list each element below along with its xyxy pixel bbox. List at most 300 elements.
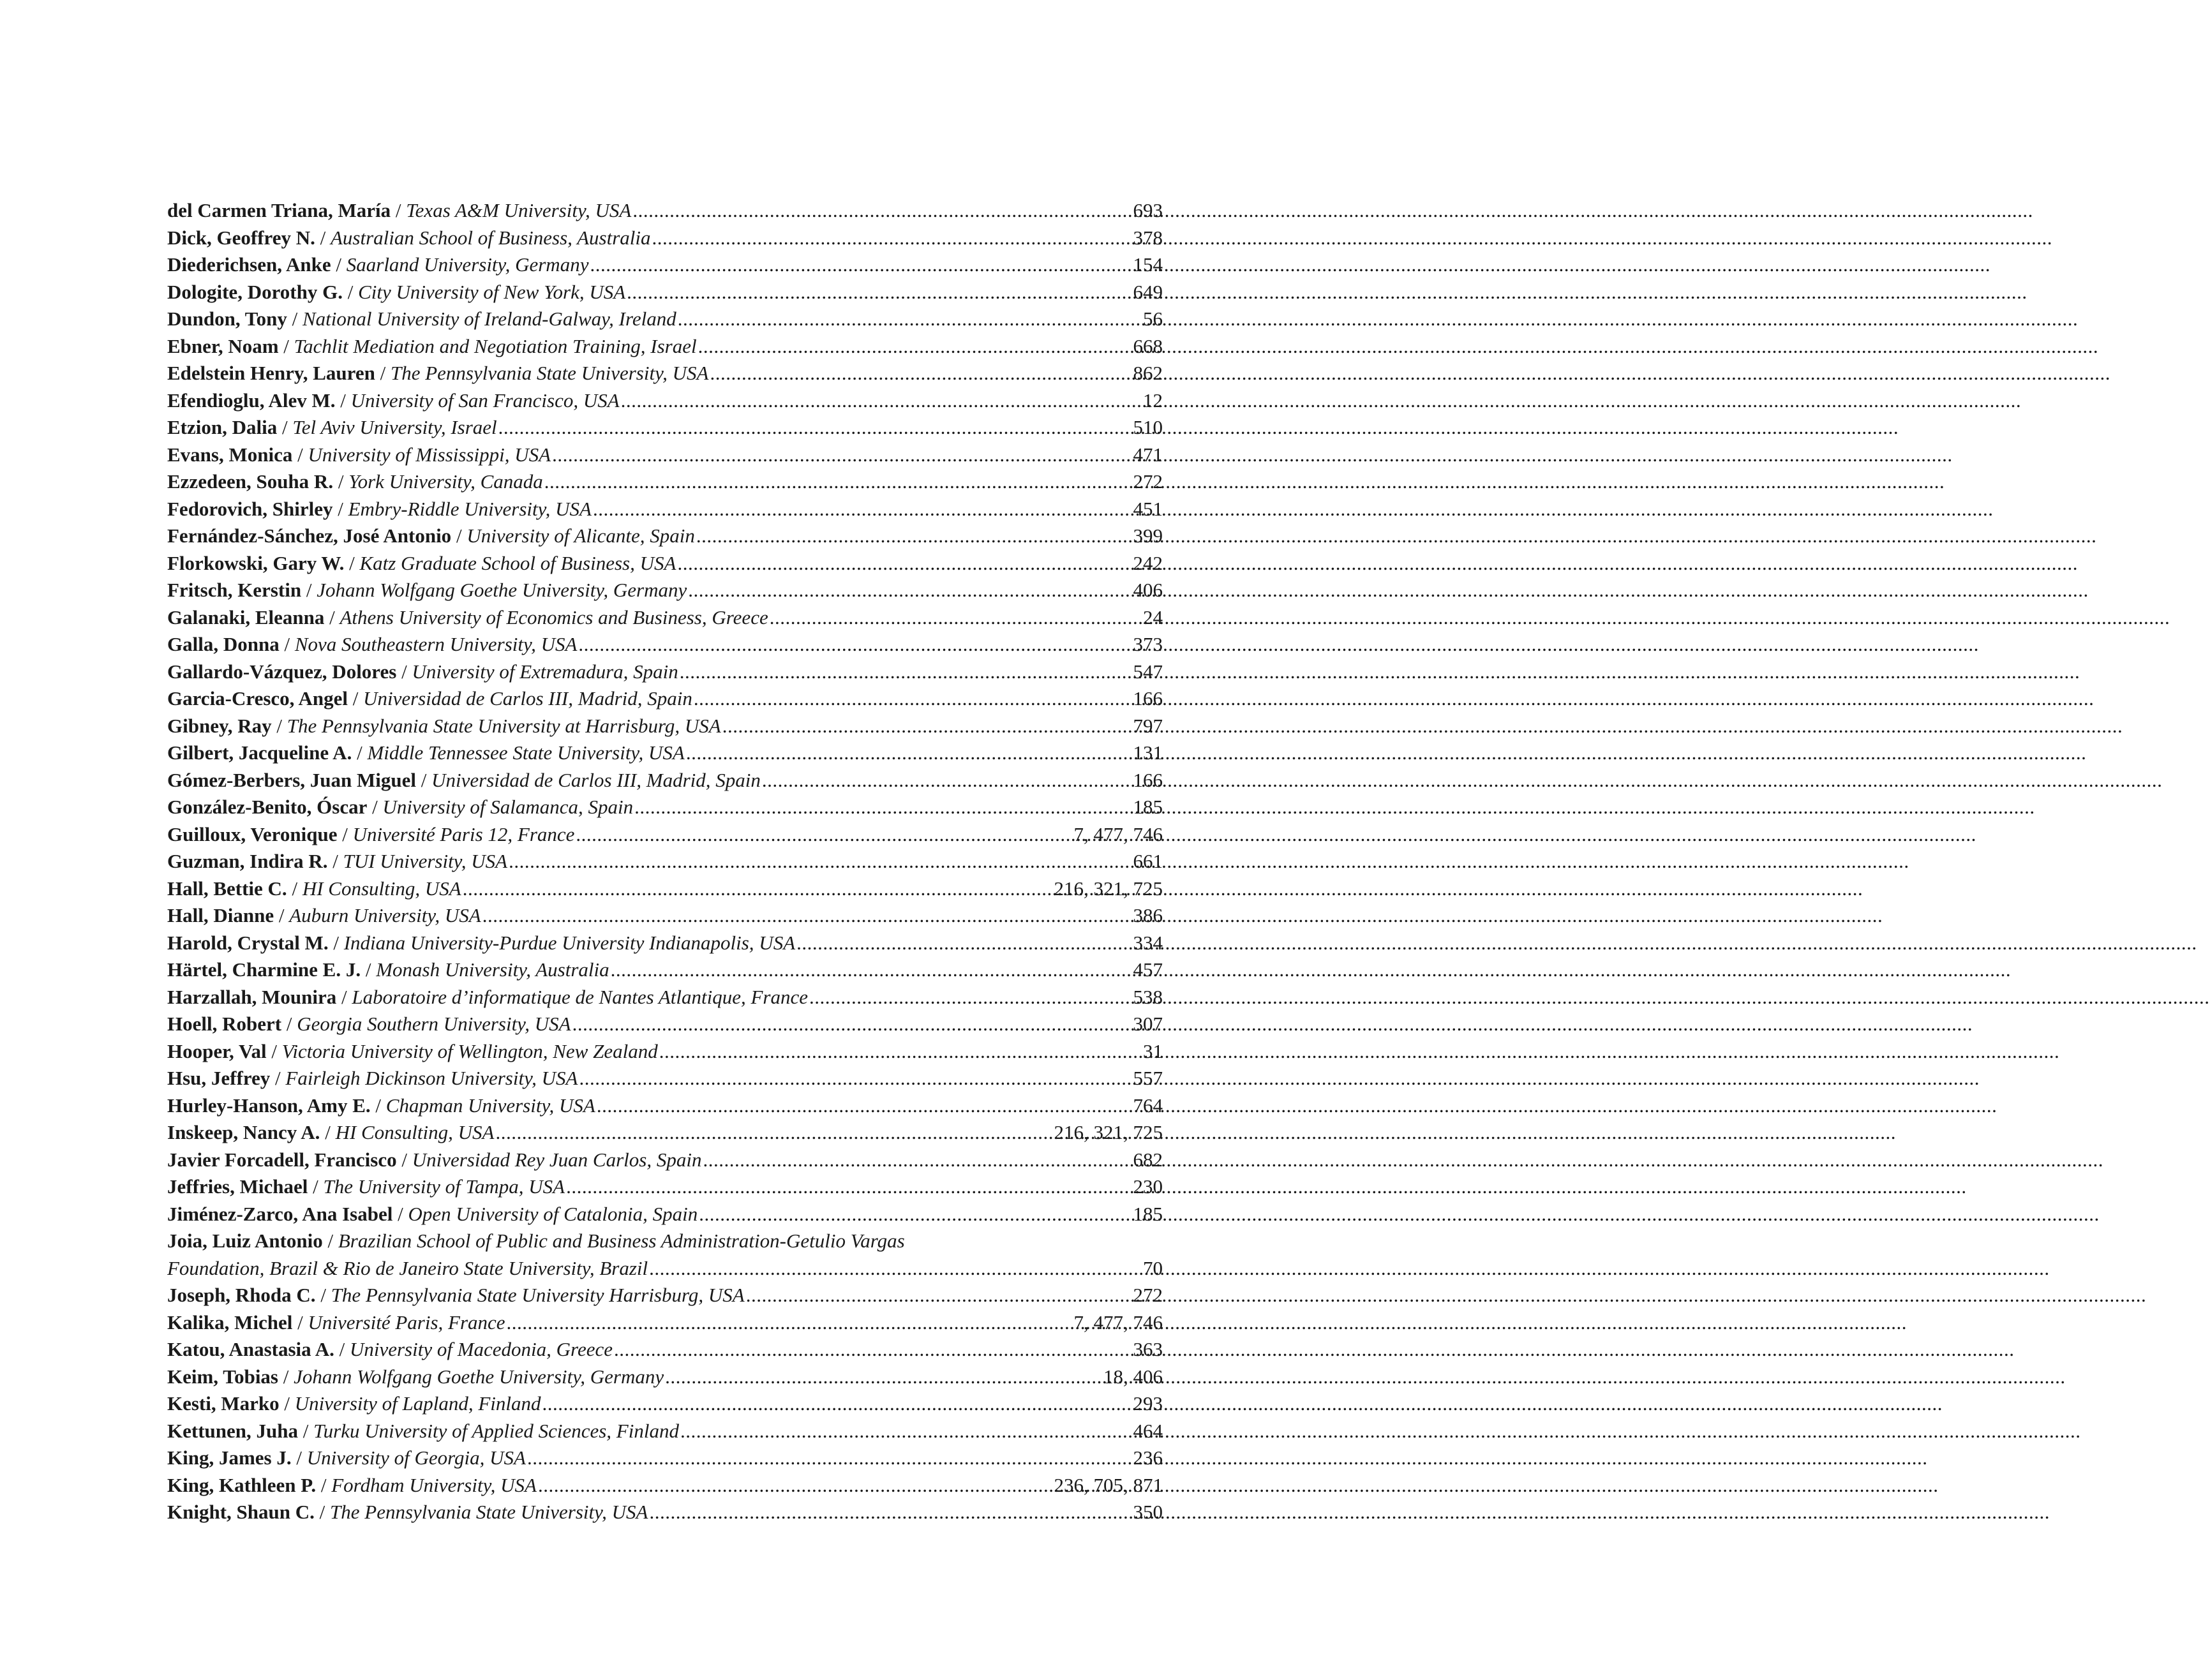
author-name: Galanaki, Eleanna bbox=[167, 606, 325, 628]
separator: / bbox=[342, 280, 359, 303]
index-entry bbox=[167, 251, 1163, 279]
index-entry-lead bbox=[167, 685, 692, 713]
index-entry-lead bbox=[167, 1390, 541, 1418]
dot-leader bbox=[686, 740, 1132, 767]
index-entry-lead bbox=[167, 387, 620, 415]
dot-leader bbox=[703, 1147, 1131, 1174]
index-entry-lead bbox=[167, 306, 676, 333]
dot-leader bbox=[696, 523, 1132, 550]
dot-leader bbox=[498, 414, 1132, 442]
author-affiliation: Universidad de Carlos III, Madrid, Spain bbox=[363, 687, 692, 710]
dot-leader bbox=[796, 930, 1131, 957]
author-name: King, James J. bbox=[167, 1446, 292, 1469]
page-numbers: 216, 321, 725 bbox=[1054, 1121, 1163, 1143]
author-affiliation: The Pennsylvania State University at Harrisburg, USA bbox=[287, 714, 721, 737]
dot-leader bbox=[632, 197, 1131, 225]
separator: / bbox=[322, 1230, 338, 1252]
dot-leader bbox=[614, 1336, 1131, 1364]
index-entry bbox=[167, 1472, 1163, 1499]
author-affiliation: Turku University of Applied Sciences, Finland bbox=[313, 1419, 679, 1442]
dot-leader bbox=[762, 767, 1132, 794]
separator: / bbox=[335, 389, 351, 412]
dot-leader bbox=[634, 794, 1131, 821]
author-affiliation: Athens University of Economics and Business, Greece bbox=[340, 606, 768, 628]
author-name: Dick, Geoffrey N. bbox=[167, 226, 315, 249]
author-affiliation: University of Alicante, Spain bbox=[467, 524, 695, 547]
page-numbers: 12 bbox=[1143, 389, 1163, 412]
separator: / bbox=[336, 985, 352, 1008]
index-entry-lead bbox=[167, 251, 588, 279]
page-numbers: 406 bbox=[1133, 579, 1163, 601]
index-entry bbox=[167, 1282, 1163, 1309]
author-name: Galla, Donna bbox=[167, 633, 280, 655]
dot-leader bbox=[590, 251, 1131, 279]
author-affiliation: Fairleigh Dickinson University, USA bbox=[285, 1067, 578, 1089]
index-entry-lead bbox=[167, 1499, 648, 1526]
separator: / bbox=[314, 1501, 331, 1523]
separator: / bbox=[308, 1175, 324, 1198]
index-entry bbox=[167, 1336, 1163, 1364]
index-entry-line-2 bbox=[167, 1255, 1163, 1282]
index-entry bbox=[167, 1173, 1163, 1201]
author-affiliation: Georgia Southern University, USA bbox=[297, 1013, 571, 1035]
author-affiliation: University of Extremadura, Spain bbox=[412, 660, 678, 683]
dot-leader bbox=[579, 1065, 1131, 1092]
separator: / bbox=[279, 1392, 295, 1415]
index-entry-lead bbox=[167, 1309, 505, 1337]
author-affiliation-continued: Foundation, Brazil & Rio de Janeiro State University, Brazil bbox=[167, 1256, 648, 1279]
author-affiliation: Tel Aviv University, Israel bbox=[292, 416, 497, 438]
page-numbers: 797 bbox=[1133, 714, 1163, 737]
separator: / bbox=[344, 551, 360, 574]
page-numbers: 334 bbox=[1133, 931, 1163, 954]
index-entry-lead bbox=[167, 821, 574, 849]
separator: / bbox=[297, 1419, 314, 1442]
author-name: Joia, Luiz Antonio bbox=[167, 1230, 323, 1252]
author-affiliation: HI Consulting, USA bbox=[335, 1121, 495, 1143]
index-entry bbox=[167, 333, 1163, 361]
author-name: Hoell, Robert bbox=[167, 1013, 282, 1035]
author-affiliation: Indiana University-Purdue University Indianapolis, USA bbox=[343, 931, 796, 954]
author-name: Kettunen, Juha bbox=[167, 1419, 298, 1442]
page-numbers: 471 bbox=[1133, 443, 1163, 466]
author-affiliation: Auburn University, USA bbox=[289, 904, 481, 926]
index-entry bbox=[167, 875, 1163, 903]
page-numbers: 18, 406 bbox=[1103, 1365, 1163, 1388]
page-numbers: 185 bbox=[1133, 1202, 1163, 1225]
page-numbers: 682 bbox=[1133, 1148, 1163, 1171]
index-entry bbox=[167, 604, 1163, 632]
separator: / bbox=[375, 362, 391, 384]
separator: / bbox=[367, 796, 383, 818]
index-entry bbox=[167, 631, 1163, 658]
index-entry bbox=[167, 1092, 1163, 1120]
author-affiliation: Johann Wolfgang Goethe University, Germany bbox=[294, 1365, 664, 1388]
index-entry-lead bbox=[167, 658, 678, 686]
separator: / bbox=[271, 714, 287, 737]
page-numbers: 56 bbox=[1143, 308, 1163, 330]
author-name: King, Kathleen P. bbox=[167, 1473, 317, 1496]
author-name: Fedorovich, Shirley bbox=[167, 497, 333, 520]
author-name: Katou, Anastasia A. bbox=[167, 1338, 334, 1360]
index-entry bbox=[167, 1309, 1163, 1337]
index-entry bbox=[167, 225, 1163, 252]
index-entry bbox=[167, 1364, 1163, 1391]
index-entry-lead bbox=[167, 523, 695, 550]
separator: / bbox=[292, 443, 308, 466]
dot-leader bbox=[482, 902, 1132, 930]
index-entry bbox=[167, 414, 1163, 442]
author-name: Efendioglu, Alev M. bbox=[167, 389, 336, 412]
index-entry bbox=[167, 1228, 1163, 1282]
index-entry bbox=[167, 1390, 1163, 1418]
index-entry bbox=[167, 442, 1163, 469]
dot-leader bbox=[597, 1092, 1132, 1120]
author-name: Gibney, Ray bbox=[167, 714, 272, 737]
author-name: Hurley-Hanson, Amy E. bbox=[167, 1094, 371, 1117]
author-name: Gómez-Berbers, Juan Miguel bbox=[167, 768, 417, 791]
dot-leader bbox=[677, 550, 1131, 577]
index-entry bbox=[167, 197, 1163, 225]
index-entry bbox=[167, 577, 1163, 604]
dot-leader bbox=[542, 1390, 1132, 1418]
index-entry bbox=[167, 984, 1163, 1011]
index-entry bbox=[167, 930, 1163, 957]
index-entry bbox=[167, 1065, 1163, 1092]
author-affiliation: The University of Tampa, USA bbox=[323, 1175, 565, 1198]
dot-leader bbox=[678, 306, 1142, 333]
dot-leader bbox=[527, 1445, 1132, 1472]
separator: / bbox=[328, 931, 344, 954]
separator: / bbox=[315, 1284, 331, 1306]
page-numbers: 154 bbox=[1133, 253, 1163, 276]
author-affiliation: Embry-Riddle University, USA bbox=[348, 497, 592, 520]
separator: / bbox=[391, 199, 407, 221]
author-name: Harzallah, Mounira bbox=[167, 985, 337, 1008]
page-numbers: 272 bbox=[1133, 1284, 1163, 1306]
page-numbers: 378 bbox=[1133, 226, 1163, 249]
page-numbers: 661 bbox=[1133, 850, 1163, 872]
dot-leader bbox=[611, 956, 1132, 984]
page-numbers: 70 bbox=[1143, 1256, 1163, 1279]
page-numbers: 862 bbox=[1133, 362, 1163, 384]
dot-leader bbox=[698, 333, 1132, 361]
author-name: Guzman, Indira R. bbox=[167, 850, 328, 872]
separator: / bbox=[327, 850, 343, 872]
author-name: Fernández-Sánchez, José Antonio bbox=[167, 524, 452, 547]
index-entry bbox=[167, 1011, 1163, 1038]
page-numbers: 557 bbox=[1133, 1067, 1163, 1089]
page-numbers: 363 bbox=[1133, 1338, 1163, 1360]
page-numbers: 236, 705, 871 bbox=[1054, 1473, 1163, 1496]
author-affiliation: Université Paris, France bbox=[308, 1311, 505, 1334]
separator: / bbox=[451, 524, 467, 547]
index-entry-lead bbox=[167, 631, 577, 658]
author-affiliation: Open University of Catalonia, Spain bbox=[408, 1202, 698, 1225]
index-entry-lead bbox=[167, 1364, 664, 1391]
page-numbers: 693 bbox=[1133, 199, 1163, 221]
author-affiliation: Fordham University, USA bbox=[331, 1473, 537, 1496]
dot-leader bbox=[809, 984, 1131, 1011]
dot-leader bbox=[710, 360, 1131, 387]
author-affiliation: The Pennsylvania State University, USA bbox=[330, 1501, 648, 1523]
page-numbers: 31 bbox=[1143, 1039, 1163, 1062]
index-entry-lead bbox=[167, 713, 721, 740]
index-entry-lead bbox=[167, 414, 497, 442]
separator: / bbox=[352, 741, 368, 764]
index-entry-lead bbox=[167, 1336, 613, 1364]
author-name: Knight, Shaun C. bbox=[167, 1501, 315, 1523]
author-name: Etzion, Dalia bbox=[167, 416, 278, 438]
dot-leader bbox=[680, 1418, 1132, 1445]
dot-leader bbox=[665, 1364, 1102, 1391]
author-name: Fritsch, Kerstin bbox=[167, 579, 302, 601]
index-entry-lead bbox=[167, 197, 631, 225]
index-entry bbox=[167, 1147, 1163, 1174]
page-numbers: 185 bbox=[1133, 796, 1163, 818]
author-affiliation: University of San Francisco, USA bbox=[350, 389, 620, 412]
author-name: Javier Forcadell, Francisco bbox=[167, 1148, 397, 1171]
author-name: Dologite, Dorothy G. bbox=[167, 280, 343, 303]
index-entry bbox=[167, 767, 1163, 794]
dot-leader bbox=[659, 1038, 1142, 1066]
page-numbers: 293 bbox=[1133, 1392, 1163, 1415]
separator: / bbox=[332, 497, 348, 520]
separator: / bbox=[392, 1202, 408, 1225]
dot-leader bbox=[538, 1472, 1053, 1499]
separator: / bbox=[278, 1365, 294, 1388]
separator: / bbox=[315, 226, 331, 249]
index-entry bbox=[167, 740, 1163, 767]
author-name: González-Benito, Óscar bbox=[167, 796, 368, 818]
page-numbers: 166 bbox=[1133, 687, 1163, 710]
author-affiliation: Universidad de Carlos III, Madrid, Spain bbox=[431, 768, 761, 791]
index-entry-lead bbox=[167, 794, 633, 821]
author-index-list bbox=[167, 197, 1163, 1526]
page-numbers: 764 bbox=[1133, 1094, 1163, 1117]
separator: / bbox=[334, 1338, 350, 1360]
page-numbers: 386 bbox=[1133, 904, 1163, 926]
author-affiliation: The Pennsylvania State University, USA bbox=[390, 362, 709, 384]
separator: / bbox=[347, 687, 364, 710]
index-entry bbox=[167, 713, 1163, 740]
separator: / bbox=[292, 1311, 308, 1334]
separator: / bbox=[277, 416, 293, 438]
dot-leader bbox=[649, 1255, 1142, 1282]
author-affiliation: Laboratoire d’informatique de Nantes Atlantique, France bbox=[352, 985, 809, 1008]
author-affiliation: Texas A&M University, USA bbox=[406, 199, 632, 221]
separator: / bbox=[361, 958, 377, 981]
author-name: Jiménez-Zarco, Ana Isabel bbox=[167, 1202, 393, 1225]
page-numbers: 131 bbox=[1133, 741, 1163, 764]
dot-leader bbox=[576, 821, 1072, 849]
author-affiliation: City University of New York, USA bbox=[358, 280, 626, 303]
author-name: Kesti, Marko bbox=[167, 1392, 280, 1415]
separator: / bbox=[279, 633, 295, 655]
page-numbers: 451 bbox=[1133, 497, 1163, 520]
page-numbers: 7, 477, 746 bbox=[1073, 822, 1163, 845]
author-name: Gilbert, Jacqueline A. bbox=[167, 741, 352, 764]
index-entry bbox=[167, 360, 1163, 387]
index-entry bbox=[167, 1418, 1163, 1445]
separator: / bbox=[416, 768, 432, 791]
index-entry-line-1 bbox=[167, 1228, 1163, 1255]
index-entry-lead bbox=[167, 1472, 537, 1499]
index-entry-lead bbox=[167, 1445, 526, 1472]
author-name: Hall, Dianne bbox=[167, 904, 274, 926]
dot-leader bbox=[463, 875, 1053, 903]
page-numbers: 24 bbox=[1143, 606, 1163, 628]
index-entry-lead bbox=[167, 1011, 571, 1038]
dot-leader bbox=[650, 1499, 1132, 1526]
index-entry-lead bbox=[167, 496, 592, 523]
index-entry bbox=[167, 1201, 1163, 1228]
author-affiliation: Australian School of Business, Australia bbox=[331, 226, 651, 249]
index-entry bbox=[167, 468, 1163, 496]
index-entry bbox=[167, 1445, 1163, 1472]
separator: / bbox=[333, 470, 349, 493]
separator: / bbox=[370, 1094, 386, 1117]
index-entry bbox=[167, 496, 1163, 523]
author-name: Hooper, Val bbox=[167, 1039, 267, 1062]
dot-leader bbox=[699, 1201, 1131, 1228]
dot-leader bbox=[578, 631, 1131, 658]
index-entry-lead bbox=[167, 1065, 578, 1092]
page-numbers: 399 bbox=[1133, 524, 1163, 547]
page-numbers: 350 bbox=[1133, 1501, 1163, 1523]
dot-leader bbox=[680, 658, 1132, 686]
separator: / bbox=[337, 822, 353, 845]
page-numbers: 242 bbox=[1133, 551, 1163, 574]
index-entry bbox=[167, 658, 1163, 686]
author-name: Jeffries, Michael bbox=[167, 1175, 308, 1198]
author-name: Diederichsen, Anke bbox=[167, 253, 331, 276]
page-numbers: 547 bbox=[1133, 660, 1163, 683]
dot-leader bbox=[544, 468, 1132, 496]
author-affiliation: Tachlit Mediation and Negotiation Training, Israel bbox=[294, 334, 697, 357]
index-entry bbox=[167, 902, 1163, 930]
dot-leader bbox=[621, 387, 1142, 415]
dot-leader bbox=[593, 496, 1132, 523]
separator: / bbox=[396, 660, 412, 683]
page-numbers: 272 bbox=[1133, 470, 1163, 493]
page-numbers: 307 bbox=[1133, 1013, 1163, 1035]
page-numbers: 649 bbox=[1133, 280, 1163, 303]
author-name: Florkowski, Gary W. bbox=[167, 551, 345, 574]
author-name: Gallardo-Vázquez, Dolores bbox=[167, 660, 397, 683]
index-entry-lead bbox=[167, 875, 461, 903]
author-affiliation: Universidad Rey Juan Carlos, Spain bbox=[412, 1148, 702, 1171]
separator: / bbox=[320, 1121, 336, 1143]
index-entry-lead bbox=[167, 360, 708, 387]
author-name: Hall, Bettie C. bbox=[167, 877, 287, 900]
author-name: Ezzedeen, Souha R. bbox=[167, 470, 334, 493]
index-entry-lead bbox=[167, 1038, 658, 1066]
index-entry bbox=[167, 523, 1163, 550]
dot-leader bbox=[652, 225, 1131, 252]
index-entry bbox=[167, 279, 1163, 306]
separator: / bbox=[291, 1446, 307, 1469]
author-affiliation: TUI University, USA bbox=[343, 850, 508, 872]
author-affiliation: Victoria University of Wellington, New Zealand bbox=[281, 1039, 658, 1062]
author-affiliation: University of Macedonia, Greece bbox=[349, 1338, 613, 1360]
author-affiliation: Johann Wolfgang Goethe University, Germany bbox=[317, 579, 687, 601]
author-affiliation: University of Lapland, Finland bbox=[294, 1392, 541, 1415]
index-entry-lead bbox=[167, 930, 795, 957]
index-entry-lead bbox=[167, 550, 676, 577]
author-name: Kalika, Michel bbox=[167, 1311, 293, 1334]
index-entry-lead bbox=[167, 848, 507, 875]
dot-leader bbox=[770, 604, 1142, 632]
author-affiliation: University of Salamanca, Spain bbox=[382, 796, 634, 818]
author-affiliation: Saarland University, Germany bbox=[346, 253, 589, 276]
author-name: Hsu, Jeffrey bbox=[167, 1067, 271, 1089]
index-entry-lead bbox=[167, 279, 625, 306]
dot-leader bbox=[552, 442, 1131, 469]
page-numbers: 236 bbox=[1133, 1446, 1163, 1469]
index-entry-lead bbox=[167, 225, 650, 252]
page-numbers: 230 bbox=[1133, 1175, 1163, 1198]
author-name: Keim, Tobias bbox=[167, 1365, 278, 1388]
author-affiliation: Université Paris 12, France bbox=[352, 822, 575, 845]
index-entry bbox=[167, 387, 1163, 415]
separator: / bbox=[266, 1039, 282, 1062]
separator: / bbox=[331, 253, 347, 276]
author-name: Joseph, Rhoda C. bbox=[167, 1284, 316, 1306]
author-name: Evans, Monica bbox=[167, 443, 293, 466]
dot-leader bbox=[694, 685, 1132, 713]
index-entry-lead bbox=[167, 604, 768, 632]
index-entry bbox=[167, 1499, 1163, 1526]
index-entry bbox=[167, 956, 1163, 984]
dot-leader bbox=[509, 848, 1131, 875]
author-affiliation: Brazilian School of Public and Business Administration-Getulio Vargas bbox=[338, 1230, 905, 1252]
author-affiliation: Katz Graduate School of Business, USA bbox=[359, 551, 676, 574]
index-entry-lead bbox=[167, 333, 697, 361]
author-name: Dundon, Tony bbox=[167, 308, 287, 330]
index-entry-lead bbox=[167, 740, 685, 767]
page-numbers: 457 bbox=[1133, 958, 1163, 981]
index-entry-lead bbox=[167, 902, 481, 930]
author-affiliation: York University, Canada bbox=[348, 470, 543, 493]
index-entry-lead bbox=[167, 468, 543, 496]
author-name: Ebner, Noam bbox=[167, 334, 279, 357]
separator: / bbox=[324, 606, 340, 628]
index-entry bbox=[167, 794, 1163, 821]
index-entry-lead bbox=[167, 1092, 595, 1120]
author-name: del Carmen Triana, María bbox=[167, 199, 391, 221]
separator: / bbox=[270, 1067, 286, 1089]
dot-leader bbox=[688, 577, 1131, 604]
dot-leader bbox=[746, 1282, 1132, 1309]
page-numbers: 668 bbox=[1133, 334, 1163, 357]
author-name: Inskeep, Nancy A. bbox=[167, 1121, 320, 1143]
author-affiliation: The Pennsylvania State University Harrisburg, USA bbox=[331, 1284, 745, 1306]
index-entry-lead bbox=[167, 1147, 701, 1174]
page-numbers: 464 bbox=[1133, 1419, 1163, 1442]
index-entry bbox=[167, 1038, 1163, 1066]
index-entry-lead bbox=[167, 1173, 565, 1201]
page-numbers: 538 bbox=[1133, 985, 1163, 1008]
author-affiliation: Chapman University, USA bbox=[385, 1094, 595, 1117]
separator: / bbox=[287, 308, 302, 330]
index-entry bbox=[167, 1119, 1163, 1147]
page-numbers: 216, 321, 725 bbox=[1054, 877, 1163, 900]
index-entry-lead bbox=[167, 1282, 745, 1309]
dot-leader bbox=[507, 1309, 1073, 1337]
dot-leader bbox=[722, 713, 1132, 740]
index-entry bbox=[167, 848, 1163, 875]
